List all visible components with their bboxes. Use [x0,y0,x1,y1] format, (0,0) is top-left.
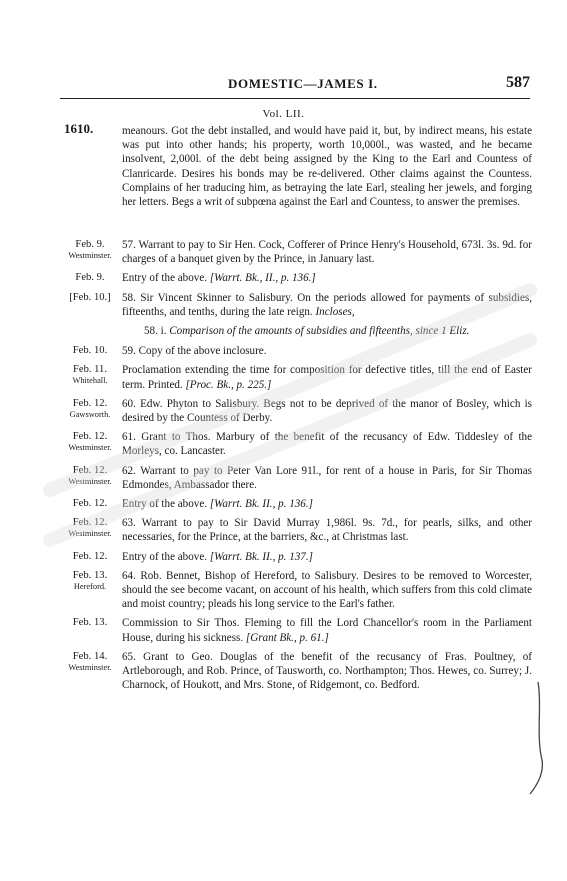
enclosure-number: 58. i. [144,325,167,338]
year-label: 1610. [64,121,94,136]
entry-reference: [Grant Bk., p. 61.] [245,631,329,644]
calendar-entry [58,397,532,425]
entry-margin [58,363,122,391]
volume-label: Vol. LII. [262,108,305,120]
entry-date: Feb. 12. [72,464,108,476]
entry-date: Feb. 9. [75,272,105,284]
entry-margin [58,397,122,425]
entry-text: 60. Edw. Phyton to Salisbury. Begs not to be deprived of the manor of Bosley, which is desired by the Countess of Derby. [122,397,532,425]
entry-date: Feb. 12. [72,498,108,510]
entry-date: [Feb. 10.] [69,291,111,303]
calendar-entry [58,516,532,544]
calendar-entry [58,616,532,644]
entry-place: Whitehall. [72,376,108,386]
entry-place: Westminster. [68,529,112,539]
calendar-entry [58,344,532,358]
entry-date: Feb. 14. [72,650,108,662]
running-title: DOMESTIC—JAMES I. [228,76,378,91]
calendar-entry [58,363,532,391]
calendar-entry [58,550,532,564]
entry-text: Entry of the above. [Warrt. Bk. II., p. 136.] [122,498,313,511]
entry-margin [58,291,122,319]
entry-margin [58,516,122,544]
entry-place: Westminster. [68,443,112,453]
entry-margin [58,238,122,266]
entry-date: Feb. 12. [72,397,108,409]
calendar-entry [58,650,532,693]
entry-reference: [Warrt. Bk. II., p. 137.] [209,550,313,563]
entry-date: Feb. 11. [72,364,108,376]
entry-text: Entry of the above. [Warrt. Bk. II., p. 137.] [122,550,313,563]
entry-text: 63. Warrant to pay to Sir David Murray 1,986l. 9s. 7d., for pearls, silks, and other necessaries, for the Prince, at the barriers, &c., at Christmas last. [122,517,532,544]
calendar-entry [58,271,532,285]
entry-place: Gawsworth. [69,409,111,419]
entry-reference: [Proc. Bk., p. 225.] [185,378,272,391]
entry-margin [58,430,122,458]
entry-margin [58,569,122,612]
entry-text: 64. Rob. Bennet, Bishop of Hereford, to Salisbury. Desires to be removed to Worcester, should the see become vacant, on account of his health, which suffers from this cold climate and moist country; pleads his long service to the Earl's father. [122,569,532,611]
calendar-entry [58,497,532,511]
entry-text: Commission to Sir Thos. Fleming to fill the Lord Chancellor's room in the Parliament House, during his sickness. [Grant Bk., p. 61.] [122,617,532,644]
entry-date: Feb. 10. [72,345,108,357]
page-header [60,76,530,96]
entry-text: 61. Grant to Thos. Marbury of the benefit of the recusancy of Edw. Tiddesley of the Morleys, co. Lancaster. [122,431,532,458]
entry-margin [58,616,122,644]
entry-text: 59. Copy of the above inclosure. [122,345,267,358]
calendar-entry [58,569,532,612]
lead-paragraph: meanours. Got the debt installed, and would have paid it, but, by indirect means, his estate was put into other hands; his property, worth 10,000l., was wasted, and he became insolvent, 2,000l. of the debt being assigned by the King to the Earl and Countess of Clanricarde. Desires his bonds may be re-delivered. Other claims against the Countess. Complains of her traducing him, as betraying the late Earl, stealing her jewels, and forging her letters. Begs a writ of subpœna against the Earl and Countess, to answer the premises. [122,125,532,209]
entry-place: Hereford. [73,581,107,591]
entry-text: 65. Grant to Geo. Douglas of the benefit of the recusancy of Fras. Poultney, of Artleborough, and Rob. Prince, of Tausworth, co. Northampton; Thos. Hewes, co. Surrey; J. Charnock, of Houkott, and Mrs. Stone, of Ridgemont, co. Bedford. [122,650,532,692]
entry-text: Entry of the above. [Warrt. Bk., II., p. 136.] [122,272,316,285]
page-number: 587 [506,74,530,91]
calendar-entry [58,430,532,458]
pen-mark-image [508,676,550,798]
entry-place: Westminster. [68,662,112,672]
entry-margin [58,464,122,492]
calendar-entries [58,238,532,697]
entry-margin [58,650,122,693]
entry-text: Proclamation extending the time for composition for defective titles, till the end of Easter term. Printed. [Proc. Bk., p. 225.] [122,364,532,391]
entry-date: Feb. 12. [72,550,108,562]
entry-reference: [Warrt. Bk., II., p. 136.] [209,272,316,285]
entry-text: 62. Warrant to pay to Peter Van Lore 91l., for rent of a house in Paris, for Sir Thomas Edmondes, Ambassador there. [122,464,532,491]
entry-place: Westminster. [68,251,112,260]
enclosure-item [144,324,532,338]
entry-margin [58,497,122,511]
header-rule [60,98,530,99]
entry-reference: Incloses, [315,305,355,318]
entry-margin [58,271,122,285]
entry-margin [58,550,122,564]
entry-date: Feb. 12. [72,431,108,443]
entry-margin [58,344,122,358]
entry-date: Feb. 13. [72,569,108,581]
entry-text: 58. Sir Vincent Skinner to Salisbury. On the periods allowed for payments of subsidies, fifteenths, and tenths, during the late reign. Incloses, [122,291,532,318]
entry-date: Feb. 13. [72,617,108,629]
entry-place: Westminster. [68,476,112,486]
calendar-entry [58,291,532,319]
enclosure-text: Comparison of the amounts of subsidies and fifteenths, since 1 Eliz. [169,325,470,338]
entry-text: 57. Warrant to pay to Sir Hen. Cock, Cofferer of Prince Henry's Household, 673l. 3s. 9d. for charges of a banquet given by the Prince, in January last. [122,239,532,266]
entry-date: Feb. 12. [72,517,108,529]
calendar-entry [58,464,532,492]
entry-reference: [Warrt. Bk. II., p. 136.] [209,498,313,511]
entry-date: Feb. 9. [75,239,105,250]
calendar-entry [58,238,532,266]
